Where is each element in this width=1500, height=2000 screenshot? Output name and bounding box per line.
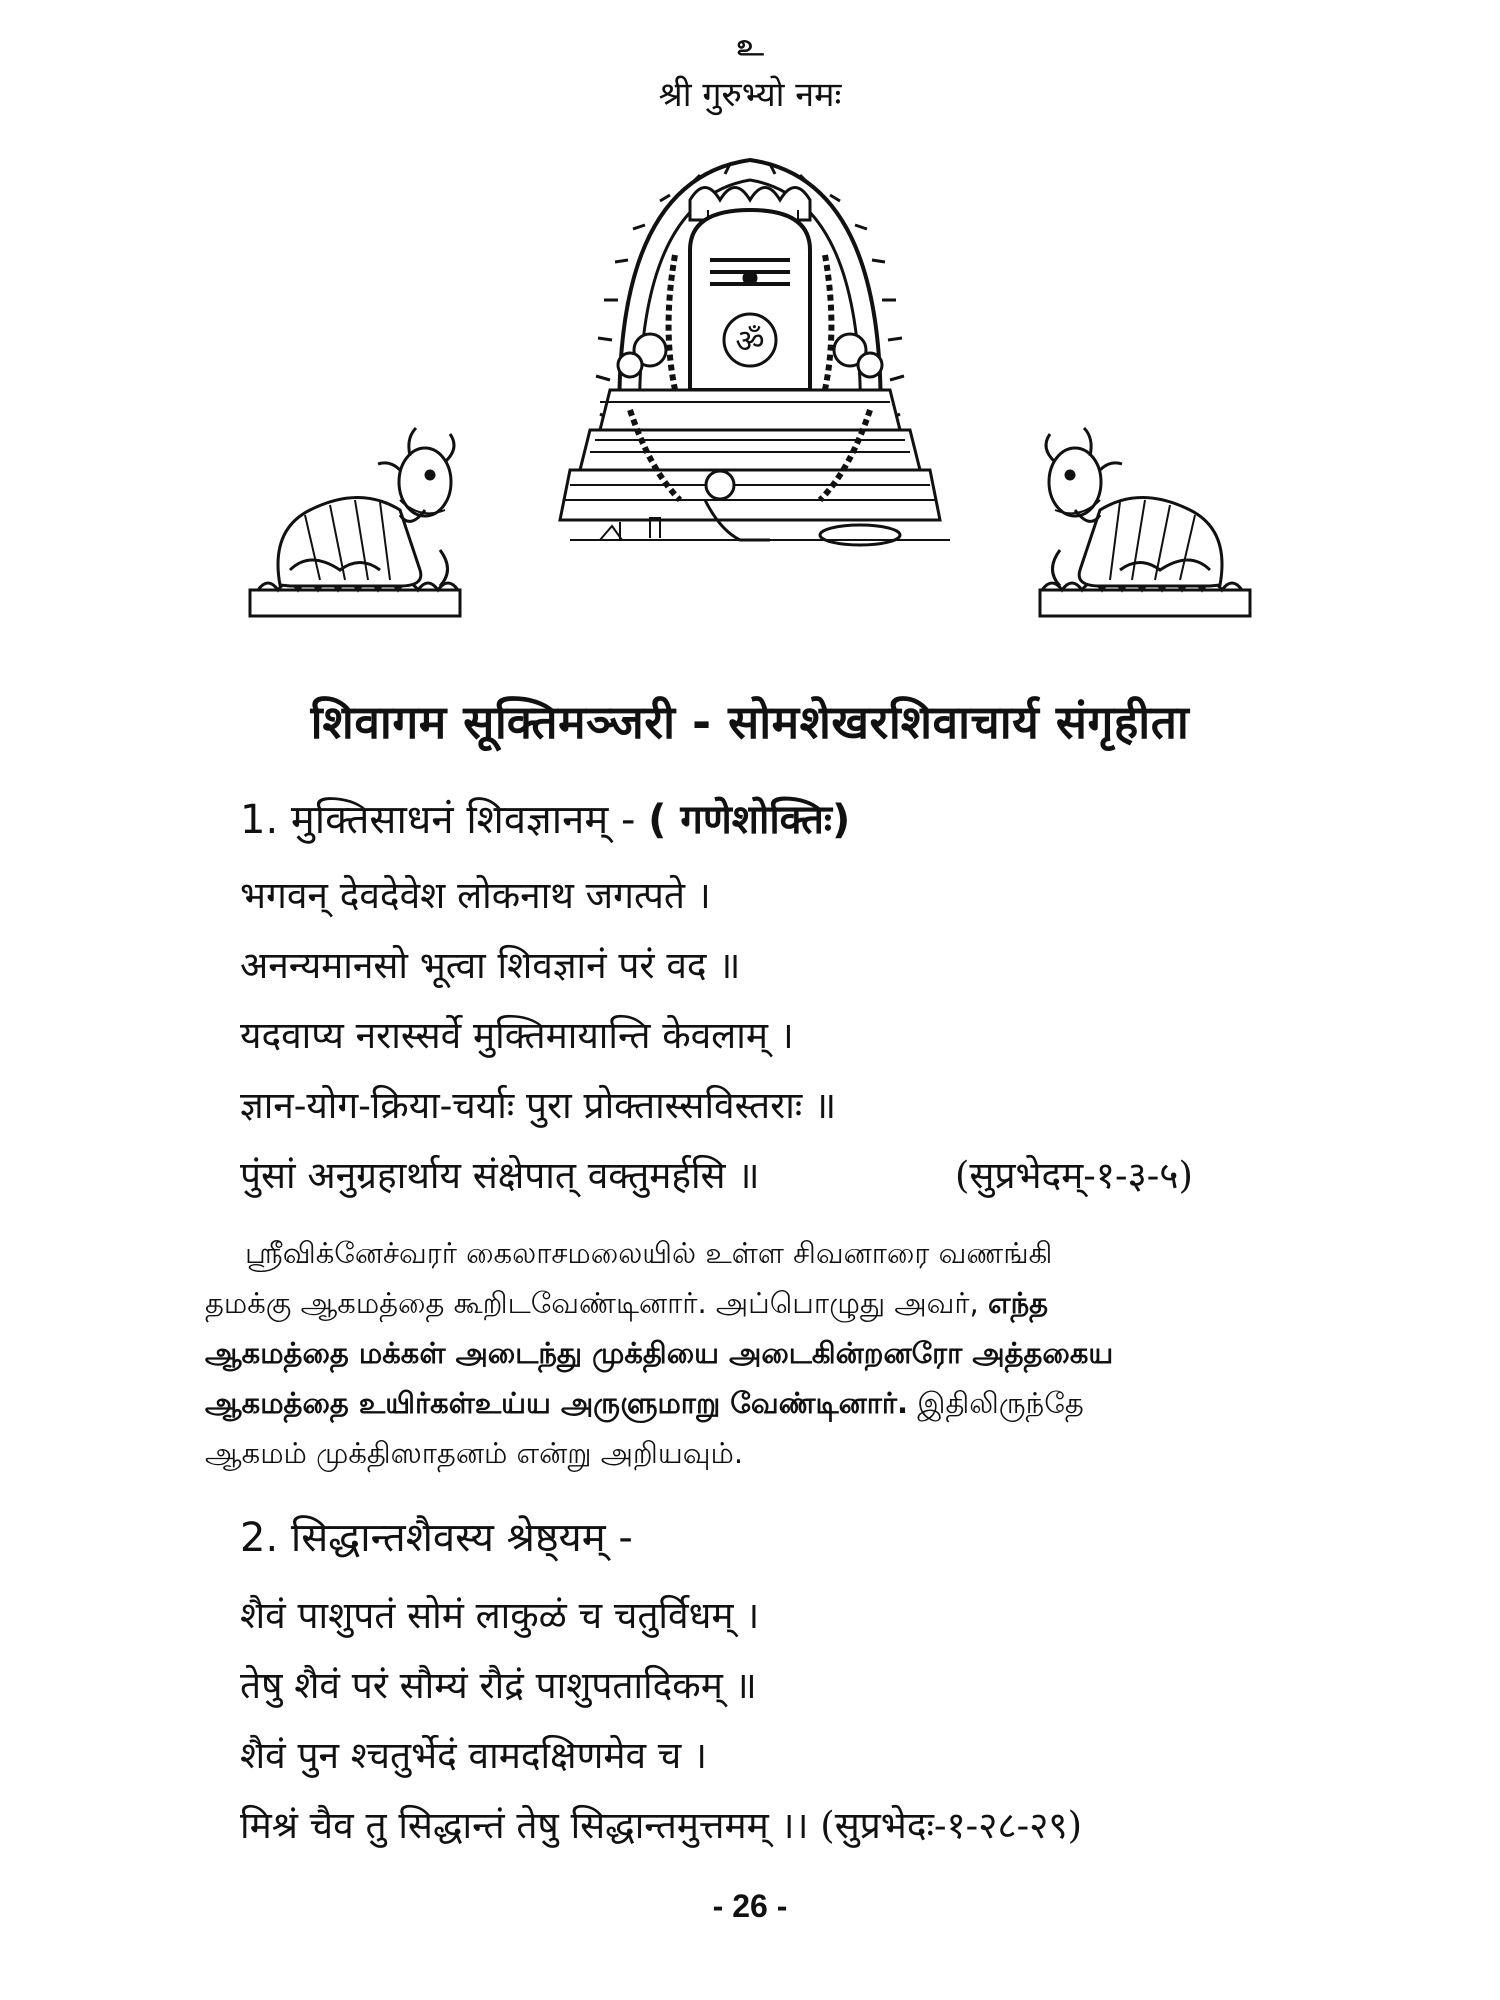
pillaiyar-suzhi-mark: உ	[736, 28, 764, 63]
section-1-verse-2: अनन्यमानसो भूत्वा शिवज्ञानं परं वद ॥	[240, 944, 741, 987]
section-1-verse-3: यदवाप्य नरास्सर्वे मुक्तिमायान्ति केवलाम् ।	[240, 1014, 794, 1057]
tamil-line-3	[205, 1328, 1295, 1378]
section-1-verse-4: ज्ञान-योग-क्रिया-चर्याः पुरा प्रोक्तास्सविस्तराः ॥	[240, 1084, 837, 1127]
book-title: शिवागम सूक्तिमञ्जरी - सोमशेखरशिवाचार्य संगृहीता	[310, 695, 1190, 749]
tamil-line-3-bold: ஆகமத்தை மக்கள் அடைந்து முக்தியை அடைகின்றனரோ அத்தகைய	[205, 1336, 1114, 1370]
section-2-heading: 2. सिद्धान्तशैवस्य श्रेष्ठ्यम् -	[240, 1515, 633, 1561]
section-1-heading-source: ( गणेशोक्तिः)	[648, 797, 851, 843]
section-2-verse-3: शैवं पुन श्चतुर्भेदं वामदक्षिणमेव च ।	[240, 1734, 708, 1777]
section-1-reference: (सुप्रभेदम्-१-३-५)	[955, 1154, 1193, 1197]
tamil-line-4-bold: ஆகமத்தை உயிர்கள்உய்ய அருளுமாறு வேண்டினார்.	[205, 1386, 909, 1420]
tamil-line-4	[205, 1378, 1295, 1428]
tamil-line-5: ஆகமம் முக்திஸாதனம் என்று அறியவும்.	[205, 1436, 744, 1470]
tamil-commentary	[205, 1228, 1295, 1478]
page-number: - 26 -	[712, 1888, 788, 1924]
om-symbol-icon: ॐ	[735, 322, 765, 360]
section-2-verse-2: तेषु शैवं परं सौम्यं रौद्रं पाशुपतादिकम् ॥	[240, 1664, 757, 1707]
tamil-line-1: ஸ்ரீவிக்னேச்வரர் கைலாசமலையில் உள்ள சிவனாரை வணங்கி	[245, 1236, 1053, 1270]
section-1-verse-5: पुंसां अनुग्रहार्थाय संक्षेपात् वक्तुमर्हसि ॥	[240, 1154, 760, 1197]
nandi-right-icon	[1040, 428, 1250, 616]
tamil-line-2-plain: தமக்கு ஆகமத்தை கூறிடவேண்டினார். அப்பொழுது அவர்,	[205, 1286, 988, 1320]
invocation-line: श्री गुरुभ्यो नमः	[658, 75, 842, 115]
section-2-verse-1: शैवं पाशुपतं सोमं लाकुळं च चतुर्विधम् ।	[240, 1594, 760, 1637]
section-1-heading	[240, 790, 850, 845]
tamil-line-2	[205, 1278, 1295, 1328]
tamil-line-4-plain: இதிலிருந்தே	[908, 1386, 1084, 1420]
nandi-left-icon	[250, 428, 460, 616]
section-2-verse-4: मिश्रं चैव तु सिद्धान्तं तेषु सिद्धान्तमुत्तमम् ।। (सुप्रभेदः-१-२८-२९)	[240, 1804, 1083, 1847]
lingam-shrine	[560, 160, 950, 545]
section-1-heading-text: 1. मुक्तिसाधनं शिवज्ञानम् -	[240, 797, 636, 843]
section-1-verse-1: भगवन् देवदेवेश लोकनाथ जगत्पते ।	[240, 874, 711, 917]
shiva-lingam-illustration	[240, 140, 1260, 640]
tamil-line-2-bold: எந்த	[987, 1286, 1049, 1320]
